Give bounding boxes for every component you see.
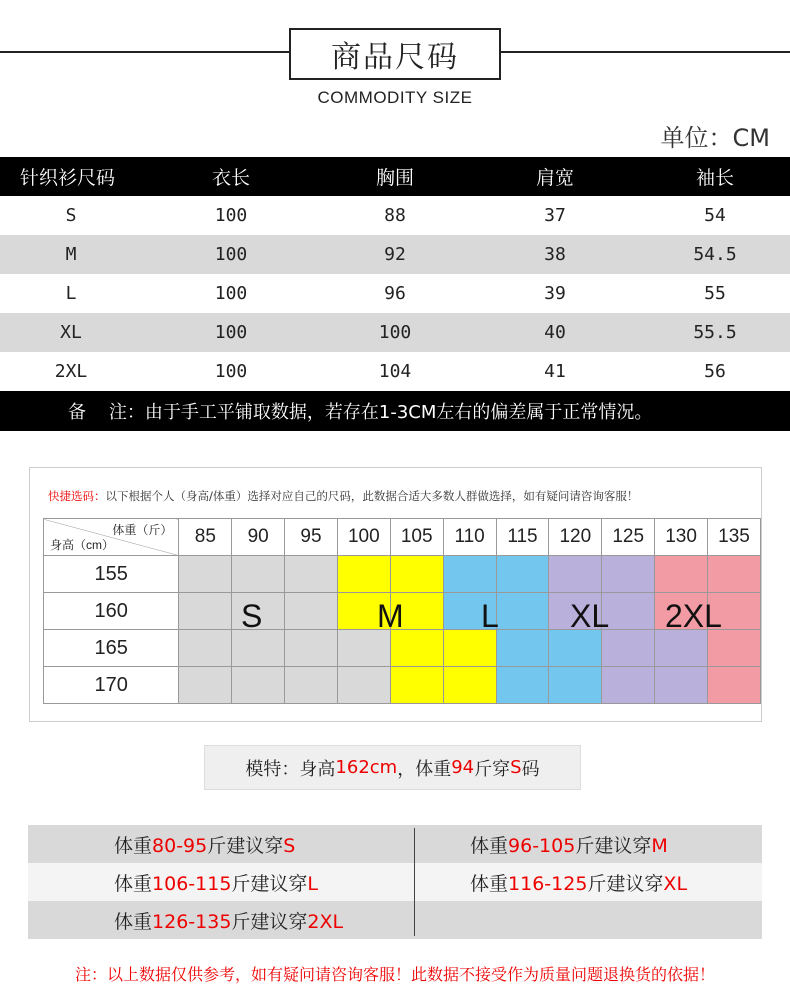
model-suffix: 码 bbox=[521, 758, 540, 780]
rec-mid: 斤建议穿 bbox=[587, 872, 664, 895]
size-cell bbox=[549, 630, 602, 667]
recommendation-item bbox=[28, 869, 414, 896]
rec-size: M bbox=[651, 834, 668, 857]
table-cell: 40 bbox=[544, 322, 566, 343]
size-cell bbox=[390, 667, 443, 704]
size-cell bbox=[496, 556, 549, 593]
table-cell: 96 bbox=[384, 283, 406, 304]
table-cell: 100 bbox=[214, 361, 248, 382]
recommendation-row bbox=[28, 825, 762, 863]
size-label-m: M bbox=[377, 598, 404, 634]
rec-size: L bbox=[307, 872, 319, 895]
table-cell: 88 bbox=[384, 205, 406, 226]
table-row bbox=[0, 352, 790, 391]
quick-select-text bbox=[48, 488, 638, 504]
size-cell bbox=[602, 593, 655, 630]
table-cell: S bbox=[65, 205, 77, 226]
weight-header: 120 bbox=[549, 519, 602, 556]
rec-range: 80-95 bbox=[152, 834, 208, 857]
page-title: 商品尺码 bbox=[289, 28, 501, 80]
page-subtitle: COMMODITY SIZE bbox=[317, 88, 473, 107]
rec-size: XL bbox=[663, 872, 688, 895]
recommendation-table bbox=[28, 825, 762, 939]
size-cell bbox=[549, 667, 602, 704]
header-line-right bbox=[501, 51, 790, 53]
size-cell bbox=[708, 556, 761, 593]
size-label-2xl: 2XL bbox=[665, 598, 722, 634]
recommendation-row bbox=[28, 863, 762, 901]
table-cell: 92 bbox=[384, 244, 406, 265]
table-cell: 100 bbox=[214, 283, 248, 304]
table-cell: 100 bbox=[214, 244, 248, 265]
size-cell bbox=[602, 556, 655, 593]
size-cell bbox=[337, 556, 390, 593]
height-axis-label: 身高（cm） bbox=[50, 538, 114, 552]
rec-prefix: 体重 bbox=[114, 834, 153, 857]
size-table bbox=[0, 157, 790, 391]
size-cell bbox=[443, 556, 496, 593]
table-cell: 100 bbox=[378, 322, 412, 343]
column-header: 衣长 bbox=[211, 167, 250, 189]
quick-select-description: 以下根据个人（身高/体重）选择对应自己的尺码，此数据合适大多数人群做选择，如有疑问请咨询客服！ bbox=[105, 489, 639, 503]
size-cell bbox=[549, 556, 602, 593]
height-header: 165 bbox=[44, 630, 179, 667]
size-cell bbox=[496, 667, 549, 704]
weight-header: 125 bbox=[602, 519, 655, 556]
size-cell bbox=[179, 667, 232, 704]
recommendation-item bbox=[28, 907, 414, 934]
rec-prefix: 体重 bbox=[114, 910, 153, 933]
size-cell bbox=[232, 667, 285, 704]
table-cell: XL bbox=[60, 322, 82, 343]
weight-header: 105 bbox=[390, 519, 443, 556]
rec-range: 116-125 bbox=[508, 872, 588, 895]
size-cell bbox=[285, 630, 338, 667]
column-header: 针织衫尺码 bbox=[20, 167, 116, 189]
disclaimer-footer: 注：以上数据仅供参考，如有疑问请咨询客服！此数据不接受作为质量问题退换货的依据！ bbox=[74, 965, 715, 984]
size-table-header bbox=[0, 157, 790, 196]
table-row bbox=[0, 313, 790, 352]
weight-header: 110 bbox=[443, 519, 496, 556]
weight-header: 85 bbox=[179, 519, 232, 556]
table-row bbox=[0, 235, 790, 274]
rec-mid: 斤建议穿 bbox=[231, 872, 308, 895]
recommendation-item bbox=[414, 869, 762, 896]
table-cell: 41 bbox=[544, 361, 566, 382]
quick-select-label: 快捷选码： bbox=[48, 489, 106, 503]
size-cell bbox=[708, 630, 761, 667]
table-cell: 100 bbox=[214, 205, 248, 226]
header-line-left bbox=[0, 51, 289, 53]
weight-header: 90 bbox=[232, 519, 285, 556]
column-header: 肩宽 bbox=[535, 167, 574, 189]
table-cell: 39 bbox=[544, 283, 566, 304]
grid-corner bbox=[44, 519, 179, 556]
size-cell bbox=[496, 630, 549, 667]
column-header: 袖长 bbox=[695, 167, 734, 189]
size-cell bbox=[232, 630, 285, 667]
size-cell bbox=[285, 556, 338, 593]
size-cell bbox=[232, 556, 285, 593]
model-info bbox=[204, 745, 581, 790]
model-mid2: 斤穿 bbox=[474, 758, 511, 780]
table-cell: 2XL bbox=[54, 361, 88, 382]
height-header: 155 bbox=[44, 556, 179, 593]
table-cell: 38 bbox=[544, 244, 566, 265]
size-cell bbox=[443, 630, 496, 667]
model-prefix: 模特：身高 bbox=[245, 758, 336, 780]
rec-size: S bbox=[283, 834, 296, 857]
rec-prefix: 体重 bbox=[470, 872, 509, 895]
rec-mid: 斤建议穿 bbox=[231, 910, 308, 933]
quick-select-panel bbox=[29, 467, 762, 722]
size-cell bbox=[390, 556, 443, 593]
rec-prefix: 体重 bbox=[470, 834, 509, 857]
size-label-xl: XL bbox=[570, 598, 610, 634]
size-cell bbox=[390, 630, 443, 667]
size-cell bbox=[179, 630, 232, 667]
height-header: 160 bbox=[44, 593, 179, 630]
model-weight: 94 bbox=[451, 757, 475, 778]
model-height: 162cm bbox=[335, 757, 398, 778]
size-cell bbox=[496, 593, 549, 630]
table-cell: 104 bbox=[378, 361, 412, 382]
recommendation-divider bbox=[414, 828, 415, 936]
size-cell bbox=[655, 556, 708, 593]
size-label-s: S bbox=[241, 598, 263, 634]
unit-label: 单位：CM bbox=[660, 124, 770, 152]
size-cell bbox=[602, 630, 655, 667]
size-cell bbox=[443, 667, 496, 704]
weight-header: 95 bbox=[285, 519, 338, 556]
weight-header: 130 bbox=[655, 519, 708, 556]
rec-size: 2XL bbox=[307, 910, 344, 933]
table-cell: 55.5 bbox=[693, 322, 737, 343]
measurement-note: 备 注：由于手工平铺取数据，若存在1-3CM左右的偏差属于正常情况。 bbox=[0, 391, 790, 431]
size-label-l: L bbox=[481, 598, 499, 634]
size-cell bbox=[602, 667, 655, 704]
size-cell bbox=[285, 593, 338, 630]
table-cell: 55 bbox=[704, 283, 726, 304]
height-header: 170 bbox=[44, 667, 179, 704]
recommendation-row bbox=[28, 901, 762, 939]
table-cell: 56 bbox=[704, 361, 726, 382]
table-cell: 54 bbox=[704, 205, 726, 226]
size-cell bbox=[179, 556, 232, 593]
rec-range: 126-135 bbox=[152, 910, 232, 933]
size-cell bbox=[337, 630, 390, 667]
table-row bbox=[0, 196, 790, 235]
size-cell bbox=[179, 593, 232, 630]
weight-header: 135 bbox=[708, 519, 761, 556]
recommendation-item bbox=[28, 831, 414, 858]
rec-mid: 斤建议穿 bbox=[207, 834, 284, 857]
weight-header: 115 bbox=[496, 519, 549, 556]
table-cell: 54.5 bbox=[693, 244, 737, 265]
model-mid: ，体重 bbox=[397, 758, 452, 780]
table-cell: L bbox=[65, 283, 77, 304]
size-cell bbox=[337, 667, 390, 704]
recommendation-item bbox=[414, 831, 762, 858]
size-cell bbox=[655, 667, 708, 704]
height-row bbox=[44, 667, 761, 704]
table-row bbox=[0, 274, 790, 313]
rec-prefix: 体重 bbox=[114, 872, 153, 895]
rec-range: 96-105 bbox=[508, 834, 576, 857]
table-cell: 37 bbox=[544, 205, 566, 226]
table-cell: 100 bbox=[214, 322, 248, 343]
weight-axis-label: 体重（斤） bbox=[112, 523, 173, 537]
column-header: 胸围 bbox=[375, 167, 414, 189]
height-row bbox=[44, 630, 761, 667]
rec-range: 106-115 bbox=[152, 872, 232, 895]
size-cell bbox=[655, 630, 708, 667]
model-size: S bbox=[510, 757, 522, 778]
size-cell bbox=[285, 667, 338, 704]
height-row bbox=[44, 556, 761, 593]
size-cell bbox=[708, 667, 761, 704]
weight-header-row bbox=[44, 519, 761, 556]
table-cell: M bbox=[65, 244, 77, 265]
rec-mid: 斤建议穿 bbox=[575, 834, 652, 857]
weight-header: 100 bbox=[337, 519, 390, 556]
